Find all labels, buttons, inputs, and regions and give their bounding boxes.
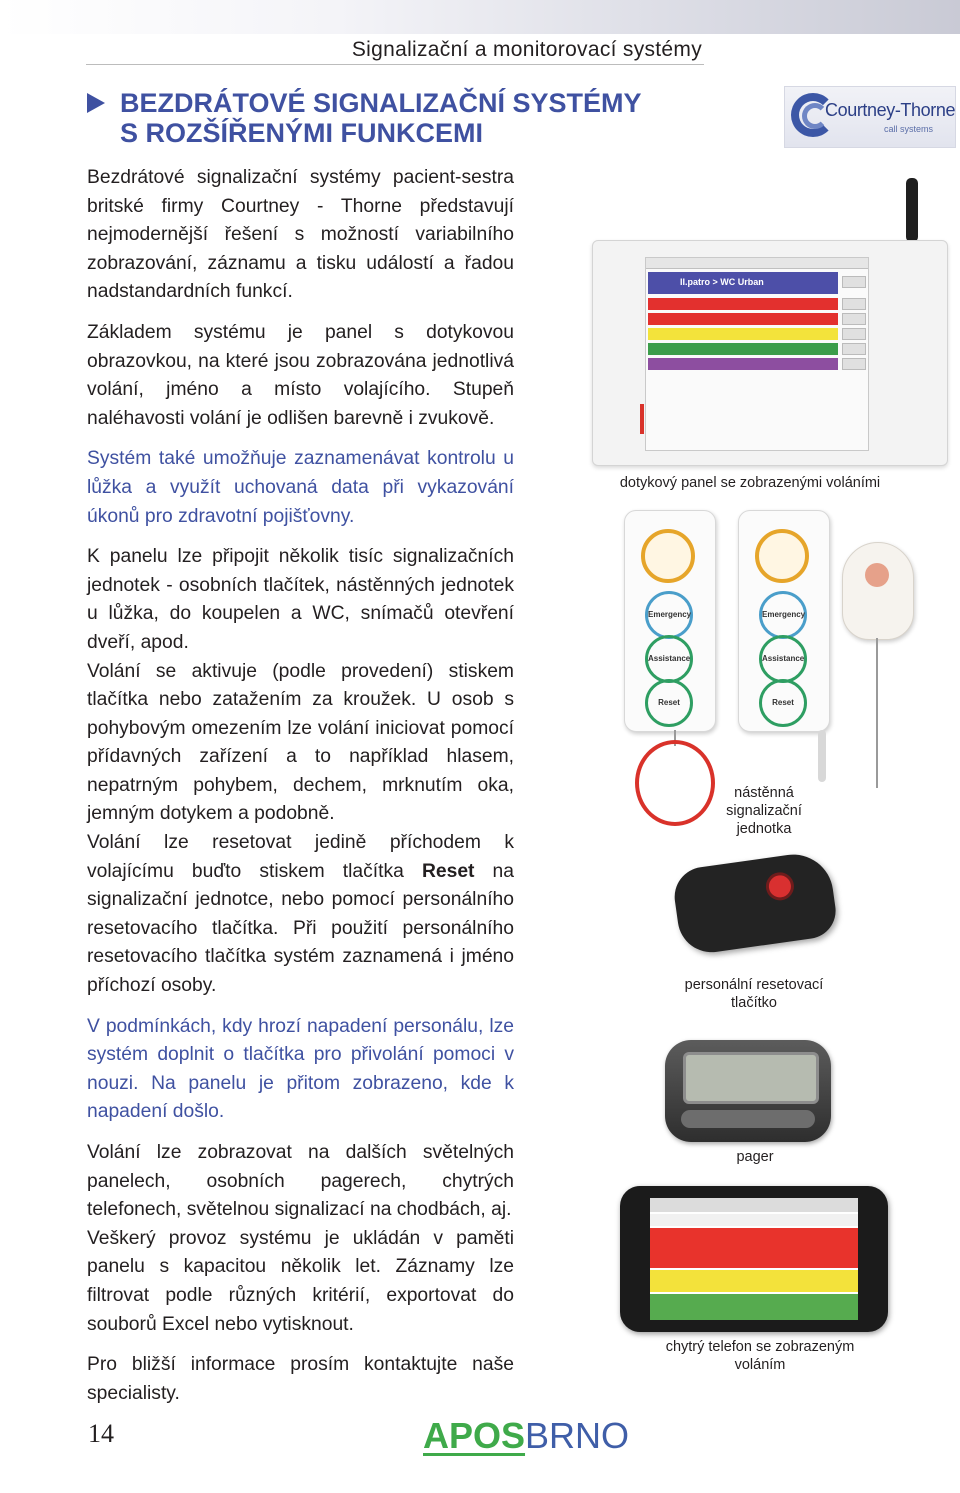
touch-panel-screen: [645, 257, 869, 451]
article-headline: [87, 88, 687, 148]
caption-pager: pager: [736, 1149, 774, 1165]
assistance-button-image: Assistance: [759, 635, 807, 683]
screen-call-row: [648, 328, 838, 340]
screen-side-button: [842, 358, 866, 370]
phone-tab-bar: [650, 1214, 858, 1226]
screen-call-row: [648, 272, 838, 294]
emergency-button-image: Emergency: [645, 591, 693, 639]
body-text-column: [87, 164, 514, 1420]
phone-call-row: [650, 1228, 858, 1268]
screen-side-button: [842, 276, 866, 288]
smartphone-image: [620, 1186, 888, 1332]
screen-call-row: [648, 313, 838, 325]
bell-cord-line: [876, 638, 878, 788]
paragraph-assault: V podmínkách, kdy hrozí napadení personálu, lze systém doplnit o tlačítka pro přivolání pomoci v nouzi. Na panelu je přitom zobrazeno, kde k napadení došlo.: [87, 1015, 514, 1123]
reset-button-image: Reset: [645, 679, 693, 727]
call-unit-image: [624, 510, 716, 732]
screen-call-row: [648, 298, 838, 310]
section-title: Signalizační a monitorovací systémy: [351, 38, 702, 61]
paragraph-memory: Veškerý provoz systému je ukládán v paměti panelu s kapacitou několik let. Záznamy lze filtrovat podle různých kritérií, exportovat do souborů Excel nebo vytisknout.: [87, 1227, 514, 1335]
pager-keys: [681, 1110, 815, 1128]
reset-fob-image: [671, 849, 839, 956]
paragraph-bedside-control: Systém také umožňuje zaznamenávat kontrolu u lůžka a využít uchovaná data při vykazování úkonů pro zdravotní pojišťovny.: [87, 448, 514, 527]
cable-image: [818, 730, 826, 782]
antenna-image: [906, 178, 918, 242]
screen-alert-marker: [640, 404, 644, 434]
paragraph-activation: Volání se aktivuje (podle provedení) stiskem tlačítka nebo zatažením za kroužek. U osob s pohybovým omezením lze volání iniciovat pomocí přídavných zařízení a to například hlasem, nepatrným pohybem, dechem, mrknutím oka, jemným dotykem a podobně.: [87, 660, 514, 825]
person-icon: [755, 529, 809, 583]
screen-side-button: [842, 313, 866, 325]
paragraph-reset: [87, 829, 514, 1001]
phone-call-row: [650, 1270, 858, 1292]
reset-text-a: Volání lze resetovat jedině příchodem k volajícímu buďto stiskem tlačítka: [87, 832, 514, 882]
headline-line-2: S ROZŠÍŘENÝMI FUNKCEMI: [120, 118, 484, 148]
bell-button-icon: [865, 563, 889, 587]
caption-phone: chytrý telefon se zobrazeným voláním: [665, 1339, 855, 1373]
logo-apos: APOS: [423, 1415, 526, 1456]
logo-sub: call systems: [884, 124, 934, 134]
reset-button-image: Reset: [759, 679, 807, 727]
courtney-thorne-logo: [784, 86, 956, 148]
paragraph-panel: Základem systému je panel s dotykovou obrazovkou, na které jsou zobrazována jednotlivá volání, jméno a místo volajícího. Stupeň naléhavosti volání je odlišen barevně i zvukově.: [87, 321, 514, 429]
red-button-icon: [764, 871, 796, 903]
pager-screen: [683, 1052, 819, 1104]
screen-call-row: [648, 358, 838, 370]
screen-side-button: [842, 328, 866, 340]
paragraph-contact: Pro bližší informace prosím kontaktujte naše specialisty.: [87, 1354, 514, 1404]
paragraph-display: Volání lze zobrazovat na dalších světelných panelech, osobních pagerech, chytrých telefonech, světelnou signalizací na chodbách, aj.: [87, 1142, 514, 1221]
wall-bell-image: [842, 542, 914, 640]
logo-brno: BRNO: [525, 1415, 630, 1456]
phone-title-bar: [650, 1198, 858, 1212]
screen-call-title: II.patro > WC Urban: [680, 277, 764, 287]
caption-panel: dotykový panel se zobrazenými voláními: [619, 475, 881, 491]
screen-call-row: [648, 343, 838, 355]
headline-line-1: BEZDRÁTOVÉ SIGNALIZAČNÍ SYSTÉMY: [120, 88, 642, 118]
touch-panel-image: [592, 240, 948, 466]
reset-keyword: Reset: [421, 860, 475, 882]
screen-side-button: [842, 298, 866, 310]
assistance-button-image: Assistance: [645, 635, 693, 683]
phone-call-row: [650, 1294, 858, 1320]
triangle-bullet-icon: [87, 93, 105, 113]
call-unit-image: [738, 510, 830, 732]
screen-toolbar: [646, 258, 868, 269]
reset-text-c: na signalizační jednotce, nebo pomocí personálního resetovacího tlačítka. Při použití personálního resetovacího tlačítka systém zaznamená i jméno příchozí osoby.: [87, 860, 515, 997]
emergency-button-image: Emergency: [759, 591, 807, 639]
header-divider: [86, 64, 704, 65]
logo-brand: Courtney-Thorne: [825, 100, 956, 120]
page-number: 14: [88, 1419, 114, 1448]
pull-cord-ring-image: [635, 740, 715, 826]
top-gradient-band: [0, 0, 960, 34]
caption-reset-button: personální resetovací tlačítko: [684, 977, 824, 1011]
pager-image: [665, 1040, 831, 1142]
paragraph-units: K panelu lze připojit několik tisíc signalizačních jednotek - osobních tlačítek, nástěnných jednotek u lůžka, do koupelen a WC, snímačů otevření dveří, apod.: [87, 546, 514, 653]
person-icon: [641, 529, 695, 583]
apos-brno-logo: [423, 1414, 629, 1458]
smartphone-screen: [650, 1198, 858, 1320]
paragraph-intro: Bezdrátové signalizační systémy pacient-sestra britské firmy Courtney - Thorne představují nejmodernější řešení s možností variabilního zobrazování, záznamu a tisku událostí a řadou nadstandardních funkcí.: [87, 167, 514, 303]
caption-wall-unit: nástěnná signalizační jednotka: [726, 785, 802, 837]
screen-side-button: [842, 343, 866, 355]
